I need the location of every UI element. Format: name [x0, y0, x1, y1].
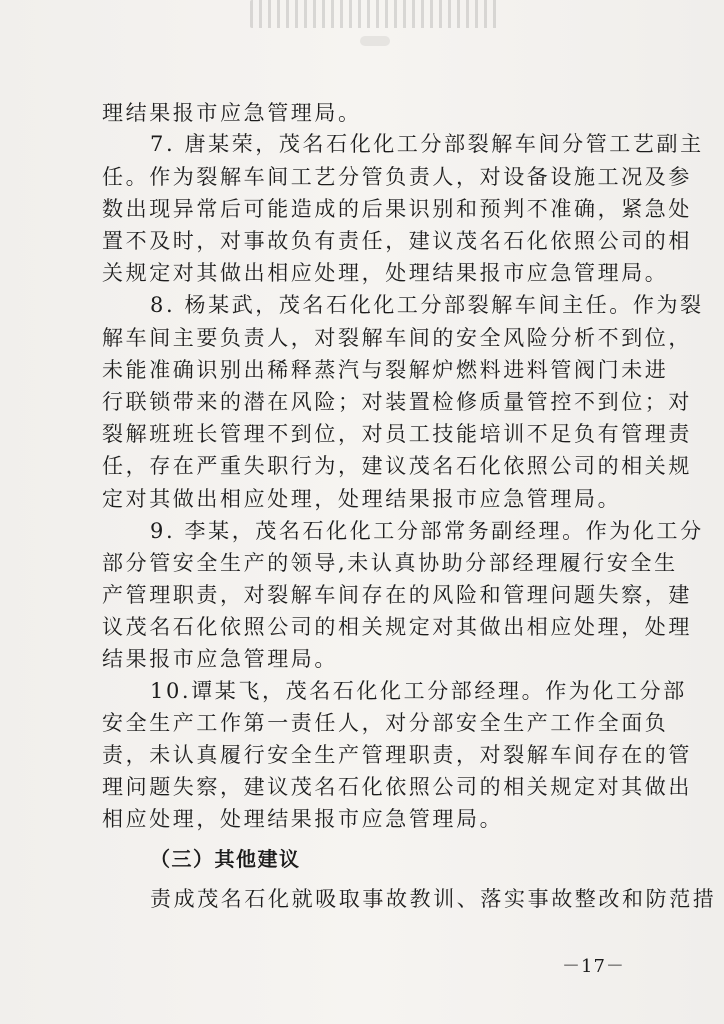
- paragraph-7-start: 7. 唐某荣，茂名石化化工分部裂解车间分管工艺副主: [150, 132, 704, 156]
- text-line: 产管理职责，对裂解车间存在的风险和管理问题失察，建: [102, 583, 692, 607]
- scan-artifact: [250, 0, 500, 28]
- text-line: 结果报市应急管理局。: [102, 647, 338, 671]
- text-line: 解车间主要负责人，对裂解车间的安全风险分析不到位，: [102, 326, 692, 350]
- text-line: 裂解班班长管理不到位，对员工技能培训不足负有管理责: [102, 422, 692, 446]
- text-line: 置不及时，对事故负有责任，建议茂名石化依照公司的相: [102, 229, 692, 253]
- text-line: 安全生产工作第一责任人，对分部安全生产工作全面负: [102, 711, 669, 735]
- text-line: 定对其做出相应处理，处理结果报市应急管理局。: [102, 487, 622, 511]
- section-heading: （三）其他建议: [150, 847, 301, 871]
- text-line: 责，未认真履行安全生产管理职责，对裂解车间存在的管: [102, 743, 692, 767]
- page-number: －17－: [562, 956, 625, 977]
- paragraph-9-start: 9. 李某，茂名石化化工分部常务副经理。作为化工分: [150, 519, 704, 543]
- text-line: 理问题失察，建议茂名石化依照公司的相关规定对其做出: [102, 775, 692, 799]
- text-line: 行联锁带来的潜在风险；对装置检修质量管控不到位；对: [102, 390, 692, 414]
- text-line: 任。作为裂解车间工艺分管负责人，对设备设施工况及参: [102, 165, 692, 189]
- last-line: 责成茂名石化就吸取事故教训、落实事故整改和防范措: [150, 887, 717, 911]
- text-line: 相应处理，处理结果报市应急管理局。: [102, 807, 504, 831]
- text-line: 数出现异常后可能造成的后果识别和预判不准确，紧急处: [102, 197, 692, 221]
- text-line: 未能准确识别出稀释蒸汽与裂解炉燃料进料管阀门未进: [102, 358, 669, 382]
- text-line: 关规定对其做出相应处理，处理结果报市应急管理局。: [102, 261, 669, 285]
- text-line: 理结果报市应急管理局。: [102, 101, 362, 125]
- scan-artifact: [360, 36, 390, 46]
- text-line: 议茂名石化依照公司的相关规定对其做出相应处理，处理: [102, 615, 692, 639]
- text-line: 任，存在严重失职行为，建议茂名石化依照公司的相关规: [102, 454, 692, 478]
- paragraph-8-start: 8. 杨某武，茂名石化化工分部裂解车间主任。作为裂: [150, 293, 704, 317]
- paragraph-10-start: 10.谭某飞，茂名石化化工分部经理。作为化工分部: [150, 679, 687, 703]
- text-line: 部分管安全生产的领导,未认真协助分部经理履行安全生: [102, 551, 678, 575]
